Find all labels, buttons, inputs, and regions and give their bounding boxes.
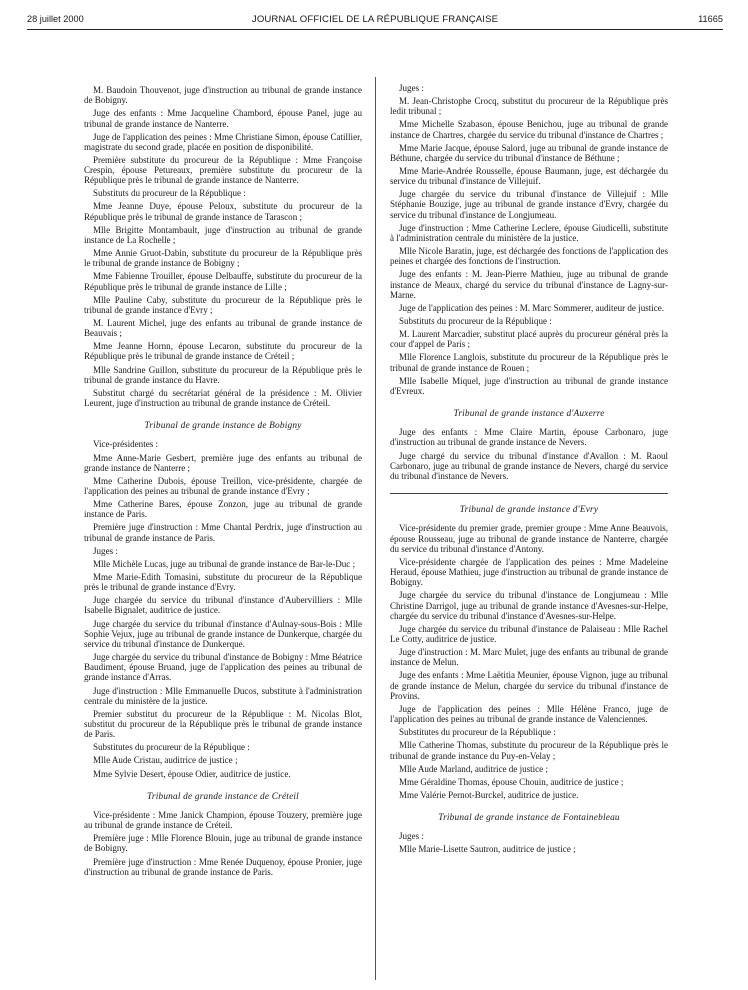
paragraph: Juge chargée du service du tribunal d'instance de Palaiseau : Mlle Rachel Le Cotty, auditrice de justice.: [390, 623, 668, 645]
paragraph: M. Jean-Christophe Crocq, substitut du procureur de la République près ledit tribunal ;: [390, 96, 668, 117]
paragraph: Mme Anne-Marie Gesbert, première juge des enfants au tribunal de grande instance de Nanterre ;: [84, 452, 362, 473]
paragraph: Première substitute du procureur de la République : Mme Françoise Crespin, épouse Petureaux, première substitute du procureur de la République près le tribunal de grande instance de Nanterre.: [84, 154, 362, 186]
paragraph: Mme Géraldine Thomas, épouse Chouin, auditrice de justice ;: [399, 776, 624, 787]
left-column: [84, 85, 362, 880]
paragraph: Mlle Marie-Lisette Sautron, auditrice de justice ;: [399, 844, 576, 855]
paragraph: M. Laurent Marcadier, substitut placé auprès du procureur général près la cour d'appel de Paris ;: [390, 329, 668, 350]
paragraph: Mme Fabienne Trouiller, épouse Delbauffe, substitute du procureur de la République près le tribunal de grande instance de Lille ;: [84, 271, 362, 292]
section-heading: Tribunal de grande instance d'Auxerre: [453, 409, 605, 420]
paragraph: Mlle Florence Langlois, substitute du procureur de la République près le tribunal de grande instance de Rouen ;: [390, 352, 668, 373]
paragraph: Mme Sylvie Desert, épouse Odier, auditrice de justice.: [93, 768, 291, 779]
paragraph: Mlle Michèle Lucas, juge au tribunal de grande instance de Bar-le-Duc ;: [93, 558, 356, 569]
paragraph: Juges :: [93, 545, 118, 556]
paragraph: Substitutes du procureur de la République :: [93, 742, 250, 753]
paragraph: Juge d'instruction : M. Marc Mulet, juge des enfants au tribunal de grande instance de Melun.: [390, 647, 668, 668]
paragraph: Mme Valérie Pernot-Burckel, auditrice de justice.: [399, 789, 579, 800]
section-heading: Tribunal de grande instance de Créteil: [147, 791, 299, 802]
header-rule: [27, 29, 723, 30]
paragraph: Juge chargée du service du tribunal d'instance de Villejuif : Mlle Stéphanie Bouzige, juge au tribunal de grande instance d'Evry, chargée du service du tribunal d'instance de Longjumeau.: [390, 189, 668, 220]
paragraph: Mme Catherine Dubois, épouse Treillon, vice-présidente, chargée de l'application des peines au tribunal de grande instance d'Evry ;: [84, 475, 362, 497]
paragraph: Mme Marie-Andrée Rousselle, épouse Baumann, juge, est déchargée du service du tribunal d'instance de Villejuif.: [390, 165, 668, 187]
header-date: 28 juillet 2000: [27, 14, 84, 24]
paragraph: Mlle Catherine Thomas, substitute du procureur de la République près le tribunal de grande instance du Puy-en-Velay ;: [390, 740, 668, 761]
paragraph: Mme Jeanne Hornn, épouse Lecaron, substitute du procureur de la République près le tribunal de grande instance de Créteil ;: [84, 341, 362, 362]
paragraph: Juges :: [399, 831, 424, 842]
section-heading: Tribunal de grande instance de Fontainebleau: [438, 813, 620, 824]
paragraph: Vice-présidentes :: [93, 439, 159, 450]
header-title: JOURNAL OFFICIEL DE LA RÉPUBLIQUE FRANÇAISE: [251, 14, 499, 25]
paragraph: Mlle Nicole Baratin, juge, est déchargée des fonctions de l'application des peines et chargée des fonctions de l'instruction.: [390, 246, 668, 267]
paragraph: Vice-présidente chargée de l'application des peines : Mme Madeleine Heraud, épouse Mathieu, juge d'instruction au tribunal de grande instance de Bobigny.: [390, 556, 668, 588]
paragraph: Juges :: [399, 83, 424, 93]
paragraph: Juge des enfants : Mme Jacqueline Chambord, épouse Panel, juge au tribunal de grande instance de Nanterre.: [84, 108, 362, 129]
section-heading: Tribunal de grande instance de Bobigny: [144, 421, 302, 432]
paragraph: Juge des enfants : Mme Claire Martin, épouse Carbonaro, juge d'instruction au tribunal de grande instance de Nevers.: [390, 427, 668, 448]
paragraph: Mlle Brigitte Montambault, juge d'instruction au tribunal de grande instance de La Rochelle ;: [84, 224, 362, 245]
paragraph: Substitut chargé du secrétariat général de la présidence : M. Olivier Leurent, juge d'instruction au tribunal de grande instance de Créteil.: [84, 387, 362, 409]
paragraph: Juge chargée du service du tribunal d'instance de Bobigny : Mme Béatrice Baudiment, épouse Bruand, juge de l'application des peines au tribunal de grande instance d'Arras.: [84, 652, 362, 683]
paragraph: Mlle Aude Marland, auditrice de justice ;: [399, 763, 548, 774]
paragraph: Juge chargée du service du tribunal d'instance d'Aulnay-sous-Bois : Mlle Sophie Vejux, juge au tribunal de grande instance de Dunkerque, chargée du service du tribunal d'instance de Dunkerque.: [84, 618, 362, 649]
paragraph: Substituts du procureur de la République :: [399, 315, 552, 326]
paragraph: Juge chargé du service du tribunal d'instance d'Avallon : M. Raoul Carbonaro, juge au tribunal de grande instance de Nevers, chargé du service du tribunal d'instance de Nevers.: [390, 450, 668, 481]
section-heading: Tribunal de grande instance d'Evry: [390, 493, 668, 515]
column-divider: [375, 77, 376, 980]
paragraph: Juge chargée du service du tribunal d'instance d'Aubervilliers : Mlle Isabelle Bignalet, auditrice de justice.: [84, 595, 362, 616]
paragraph: Juge de l'application des peines : M. Marc Sommerer, auditeur de justice.: [399, 302, 665, 313]
paragraph: Mme Annie Gruot-Dabin, substitute du procureur de la République près le tribunal de grande instance de Bobigny ;: [84, 248, 362, 269]
paragraph: Vice-présidente : Mme Janick Champion, épouse Touzery, première juge au tribunal de grande instance de Créteil.: [84, 809, 362, 831]
paragraph: Juge d'instruction : Mme Catherine Leclere, épouse Giudicelli, substitute à l'administration centrale du ministère de la justice.: [390, 222, 668, 243]
paragraph: M. Baudoin Thouvenot, juge d'instruction au tribunal de grande instance de Bobigny.: [84, 85, 362, 106]
paragraph: Juge des enfants : M. Jean-Pierre Mathieu, juge au tribunal de grande instance de Meaux, chargé du service du tribunal d'instance de Lagny-sur-Marne.: [390, 269, 668, 300]
paragraph: Substitutes du procureur de la République :: [399, 727, 556, 738]
paragraph: Mme Michelle Szabason, épouse Benichou, juge au tribunal de grande instance de Chartres, chargée du service du tribunal d'instance de Chartres ;: [390, 119, 668, 140]
paragraph: Mme Jeanne Duye, épouse Peloux, substitute du procureur de la République près le tribunal de grande instance de Tarascon ;: [84, 201, 362, 222]
paragraph: Mme Marie Jacque, épouse Salord, juge au tribunal de grande instance de Béthune, chargée du service du tribunal d'instance de Béthune ;: [390, 142, 668, 163]
paragraph: Première juge d'instruction : Mme Renée Duquenoy, épouse Pronier, juge d'instruction au tribunal de grande instance de Paris.: [84, 856, 362, 877]
paragraph: Juge d'instruction : Mlle Emmanuelle Ducos, substitute à l'administration centrale du ministère de la justice.: [84, 685, 362, 706]
paragraph: Substituts du procureur de la République :: [93, 188, 246, 199]
page-header: [27, 14, 723, 28]
paragraph: Premier substitut du procureur de la République : M. Nicolas Blot, substitut du procureur de la République près le tribunal de grande instance de Paris.: [84, 708, 362, 740]
paragraph: Mlle Sandrine Guillon, substitute du procureur de la République près le tribunal de grande instance du Havre.: [84, 364, 362, 385]
paragraph: Juge de l'application des peines : Mme Christiane Simon, épouse Catillier, magistrate du second grade, placée en position de disponibilité.: [84, 131, 362, 152]
paragraph: Juge de l'application des peines : Mlle Hélène Franco, juge de l'application des peines au tribunal de grande instance de Valenciennes.: [390, 703, 668, 725]
paragraph: Mlle Isabelle Miquel, juge d'instruction au tribunal de grande instance d'Evreux.: [390, 375, 668, 396]
paragraph: M. Laurent Michel, juge des enfants au tribunal de grande instance de Beauvais ;: [84, 317, 362, 339]
page-number: 11665: [698, 14, 723, 24]
right-column: [390, 83, 668, 857]
paragraph: Première juge : Mlle Florence Blouin, juge au tribunal de grande instance de Bobigny.: [84, 833, 362, 854]
paragraph: Vice-présidente du premier grade, premier groupe : Mme Anne Beauvois, épouse Rousseau, juge au tribunal de grande instance de Nanterre, chargée du service du tribunal d'instance d'Antony.: [390, 523, 668, 554]
paragraph: Mme Catherine Bares, épouse Zonzon, juge au tribunal de grande instance de Paris.: [84, 499, 362, 520]
paragraph: Mme Marie-Edith Tomasini, substitute du procureur de la République près le tribunal de grande instance d'Evry.: [84, 571, 362, 593]
paragraph: Première juge d'instruction : Mme Chantal Perdrix, juge d'instruction au tribunal de grande instance de Paris.: [84, 522, 362, 543]
paragraph: Mlle Pauline Caby, substitute du procureur de la République près le tribunal de grande instance d'Evry ;: [84, 294, 362, 315]
paragraph: Mlle Aude Cristau, auditrice de justice ;: [93, 755, 238, 766]
paragraph: Juge des enfants : Mme Laëtitia Meunier, épouse Vignon, juge au tribunal de grande instance de Melun, chargée du service du tribunal d'instance de Provins.: [390, 670, 668, 701]
paragraph: Juge chargée du service du tribunal d'instance de Longjumeau : Mlle Christine Darrigol, juge au tribunal de grande instance d'Avesnes-sur-Helpe, chargée du service du tribunal d'instance d'Avesnes-sur-Helpe.: [390, 590, 668, 621]
